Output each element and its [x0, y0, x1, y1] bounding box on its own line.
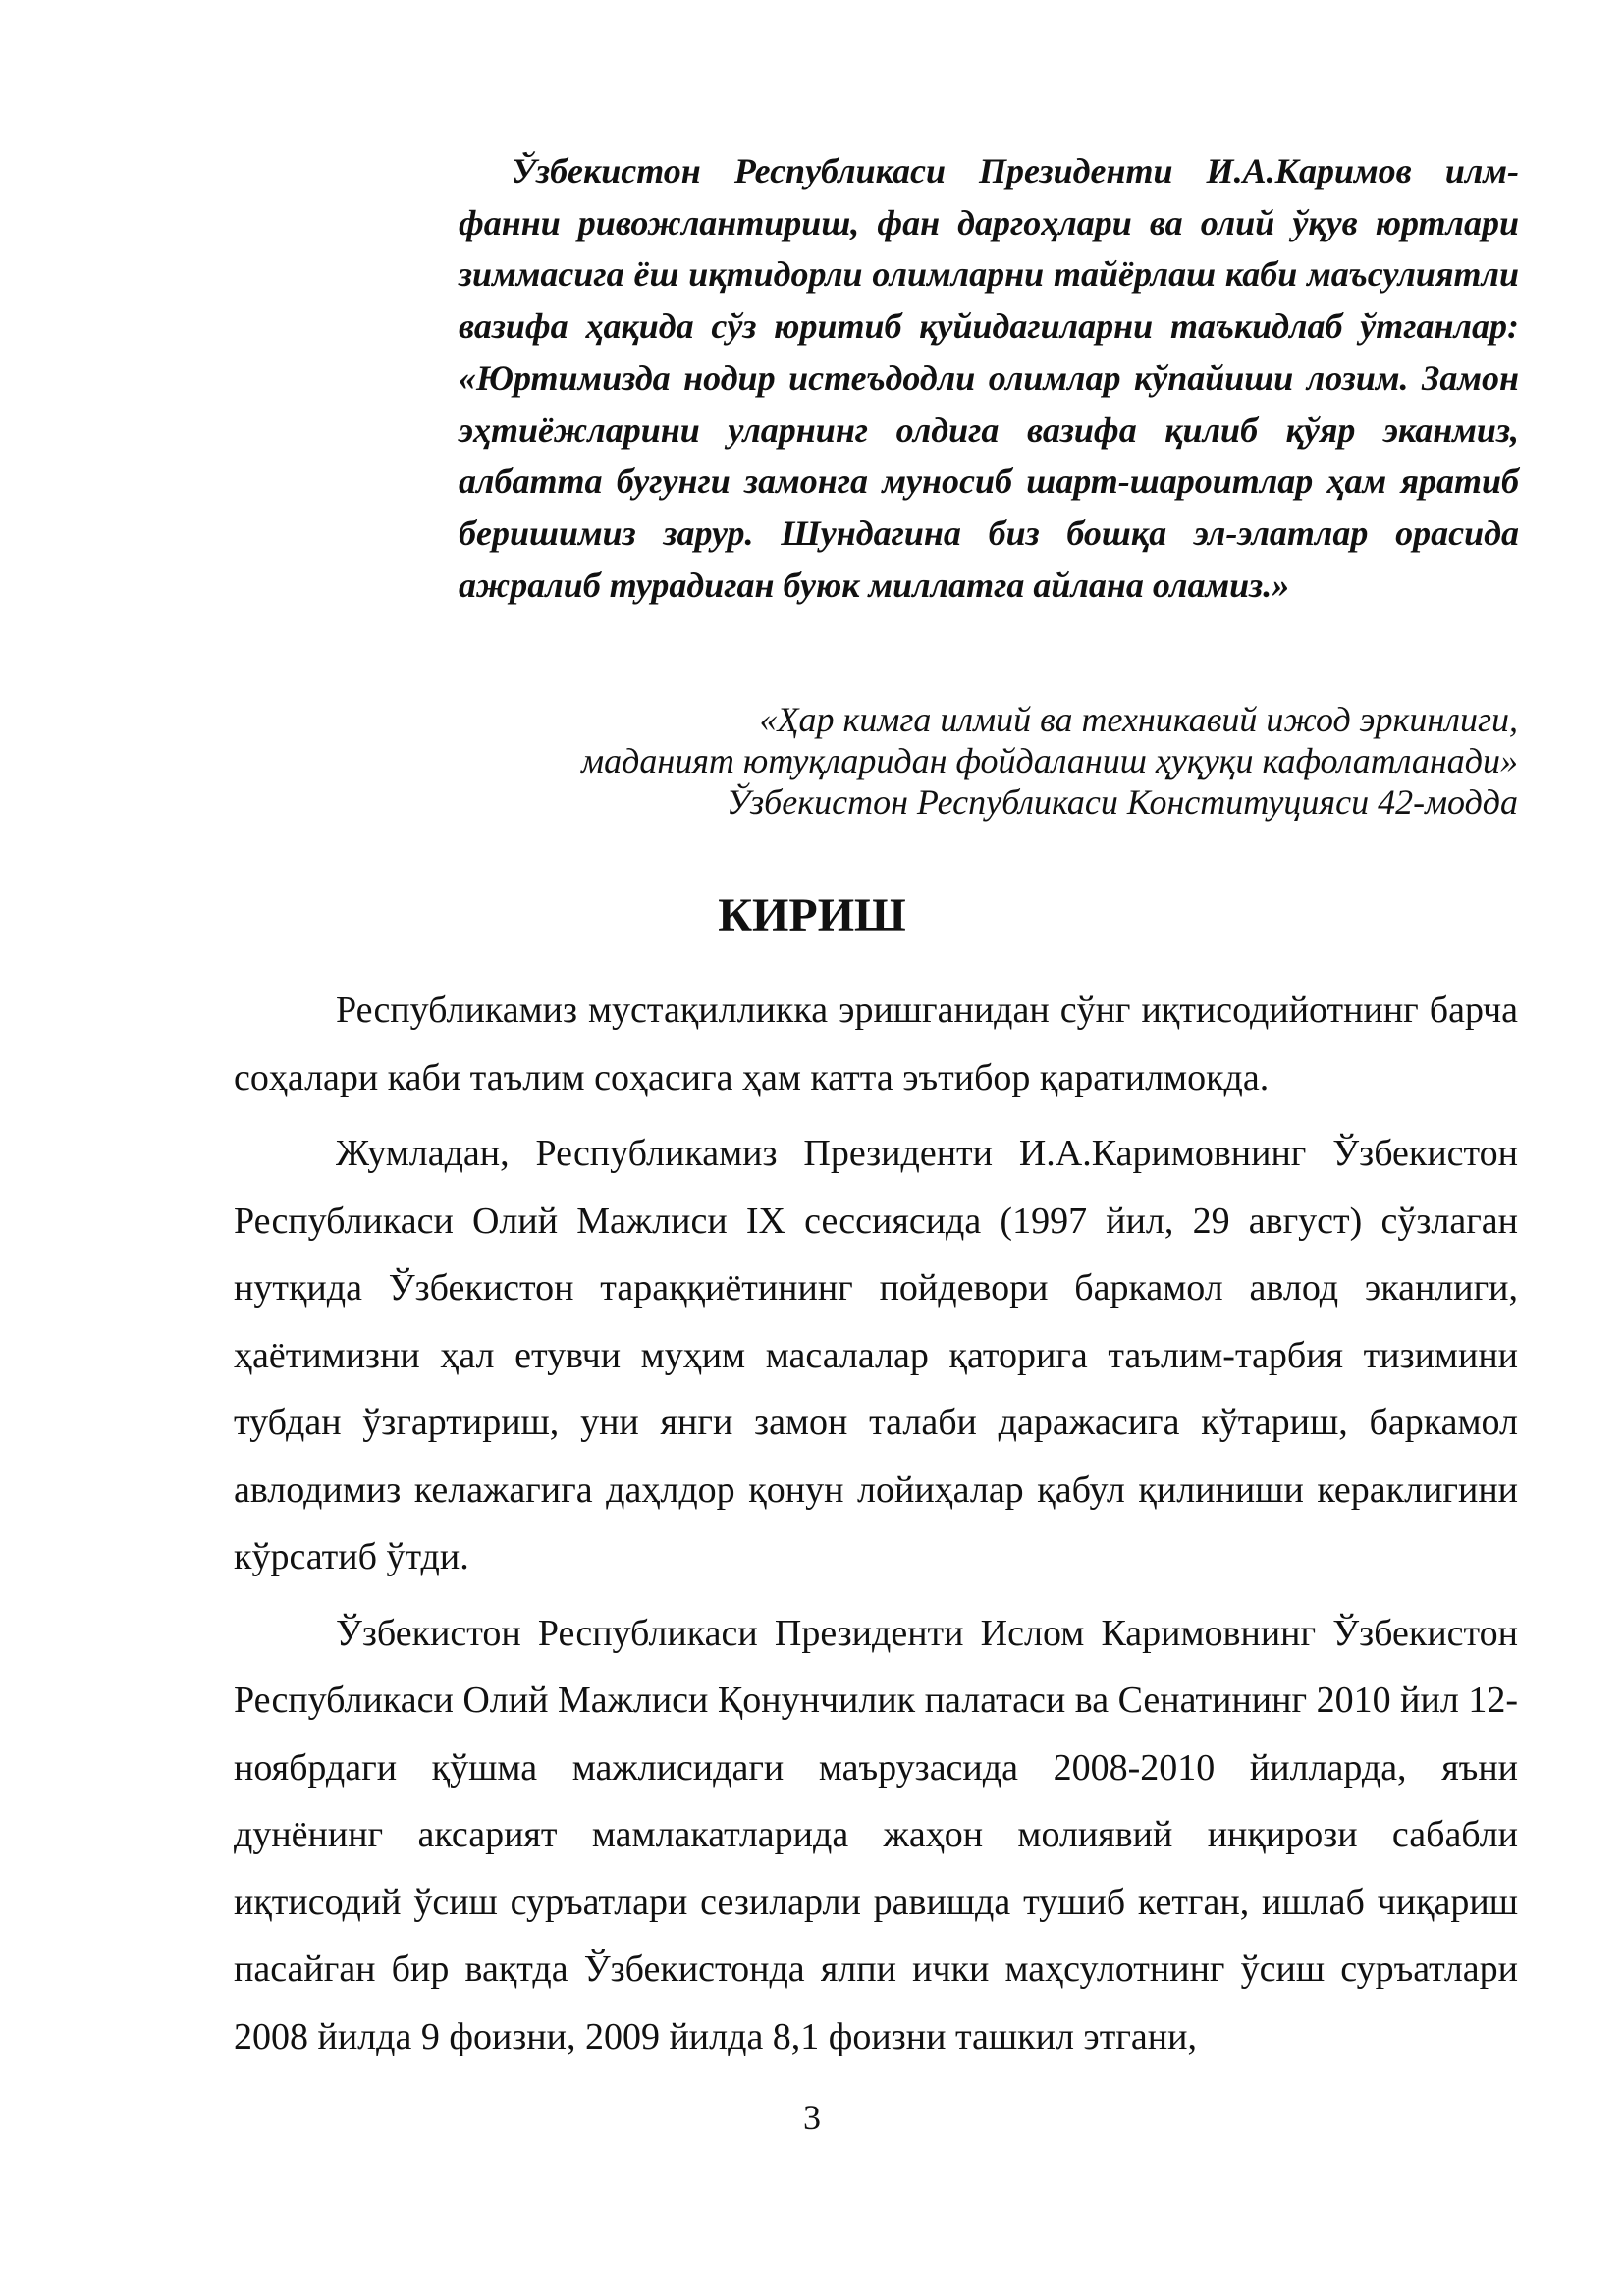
paragraph: Жумладан, Республикамиз Президенти И.А.Каримовнинг Ўзбекистон Республикаси Олий Мажлиси IX сессиясида (1997 йил, 29 август) сўзлаган нутқида Ўзбекистон тараққиётининг пойдевори баркамол авлод эканлиги, ҳаётимизни ҳал етувчи муҳим масалалар қаторига таълим-тарбия тизимини тубдан ўзгартириш, уни янги замон талаби даражасига кўтариш, баркамол авлодимиз келажагига даҳлдор қонун лойиҳалар қабул қилиниши кераклигини кўрсатиб ўтди.	[234, 1133, 1518, 1577]
epigraph-constitution	[438, 699, 1518, 823]
page-number: 3	[803, 2098, 821, 2137]
epigraph-constitution-line2: маданият ютуқларидан фойдаланиш ҳуқуқи кафолатланади»	[581, 741, 1518, 780]
paragraph: Ўзбекистон Республикаси Президенти Ислом Каримовнинг Ўзбекистон Республикаси Олий Мажлиси Қонунчилик палатаси ва Сенатининг 2010 йил 12-ноябрдаги қўшма мажлисидаги маърузасида 2008-2010 йилларда, яъни дунёнинг аксарият мамлакатларида жаҳон молиявий инқирози сабабли иқтисодий ўсиш суръатлари сезиларли равишда тушиб кетган, ишлаб чиқариш пасайган бир вақтда Ўзбекистонда ялпи ички маҳсулотнинг ўсиш суръатлари 2008 йилда 9 фоизни, 2009 йилда 8,1 фоизни ташкил этгани,	[234, 1612, 1518, 2057]
section-heading: КИРИШ	[718, 889, 906, 941]
body-text	[234, 977, 1518, 2079]
epigraph-president-quote: Ўзбекистон Республикаси Президенти И.А.Каримов илм-фанни ривожлантириш, фан даргоҳлари ва олий ўқув юртлари зиммасига ёш иқтидорли олимларни тайёрлаш каби маъсулиятли вазифа ҳақида сўз юритиб қуйидагиларни таъкидлаб ўтганлар: «Юртимизда нодир истеъдодли олимлар кўпайиши лозим. Замон эҳтиёжларини уларнинг олдига вазифа қилиб қўяр эканмиз, албатта бугунги замонга муносиб шарт-шароитлар ҳам яратиб беришимиз зарур. Шундагина биз бошқа эл-элатлар орасида ажралиб турадиган буюк миллатга айлана оламиз.»	[459, 151, 1519, 605]
paragraph: Республикамиз мустақилликка эришганидан сўнг иқтисодийотнинг барча соҳалари каби таълим соҳасига ҳам катта эътибор қаратилмокда.	[234, 989, 1518, 1098]
epigraph-constitution-line1: «Ҳар кимга илмий ва техникавий ижод эркинлиги,	[759, 700, 1518, 739]
epigraph-constitution-source: Ўзбекистон Республикаси Конституцияси 42-модда	[726, 782, 1518, 822]
